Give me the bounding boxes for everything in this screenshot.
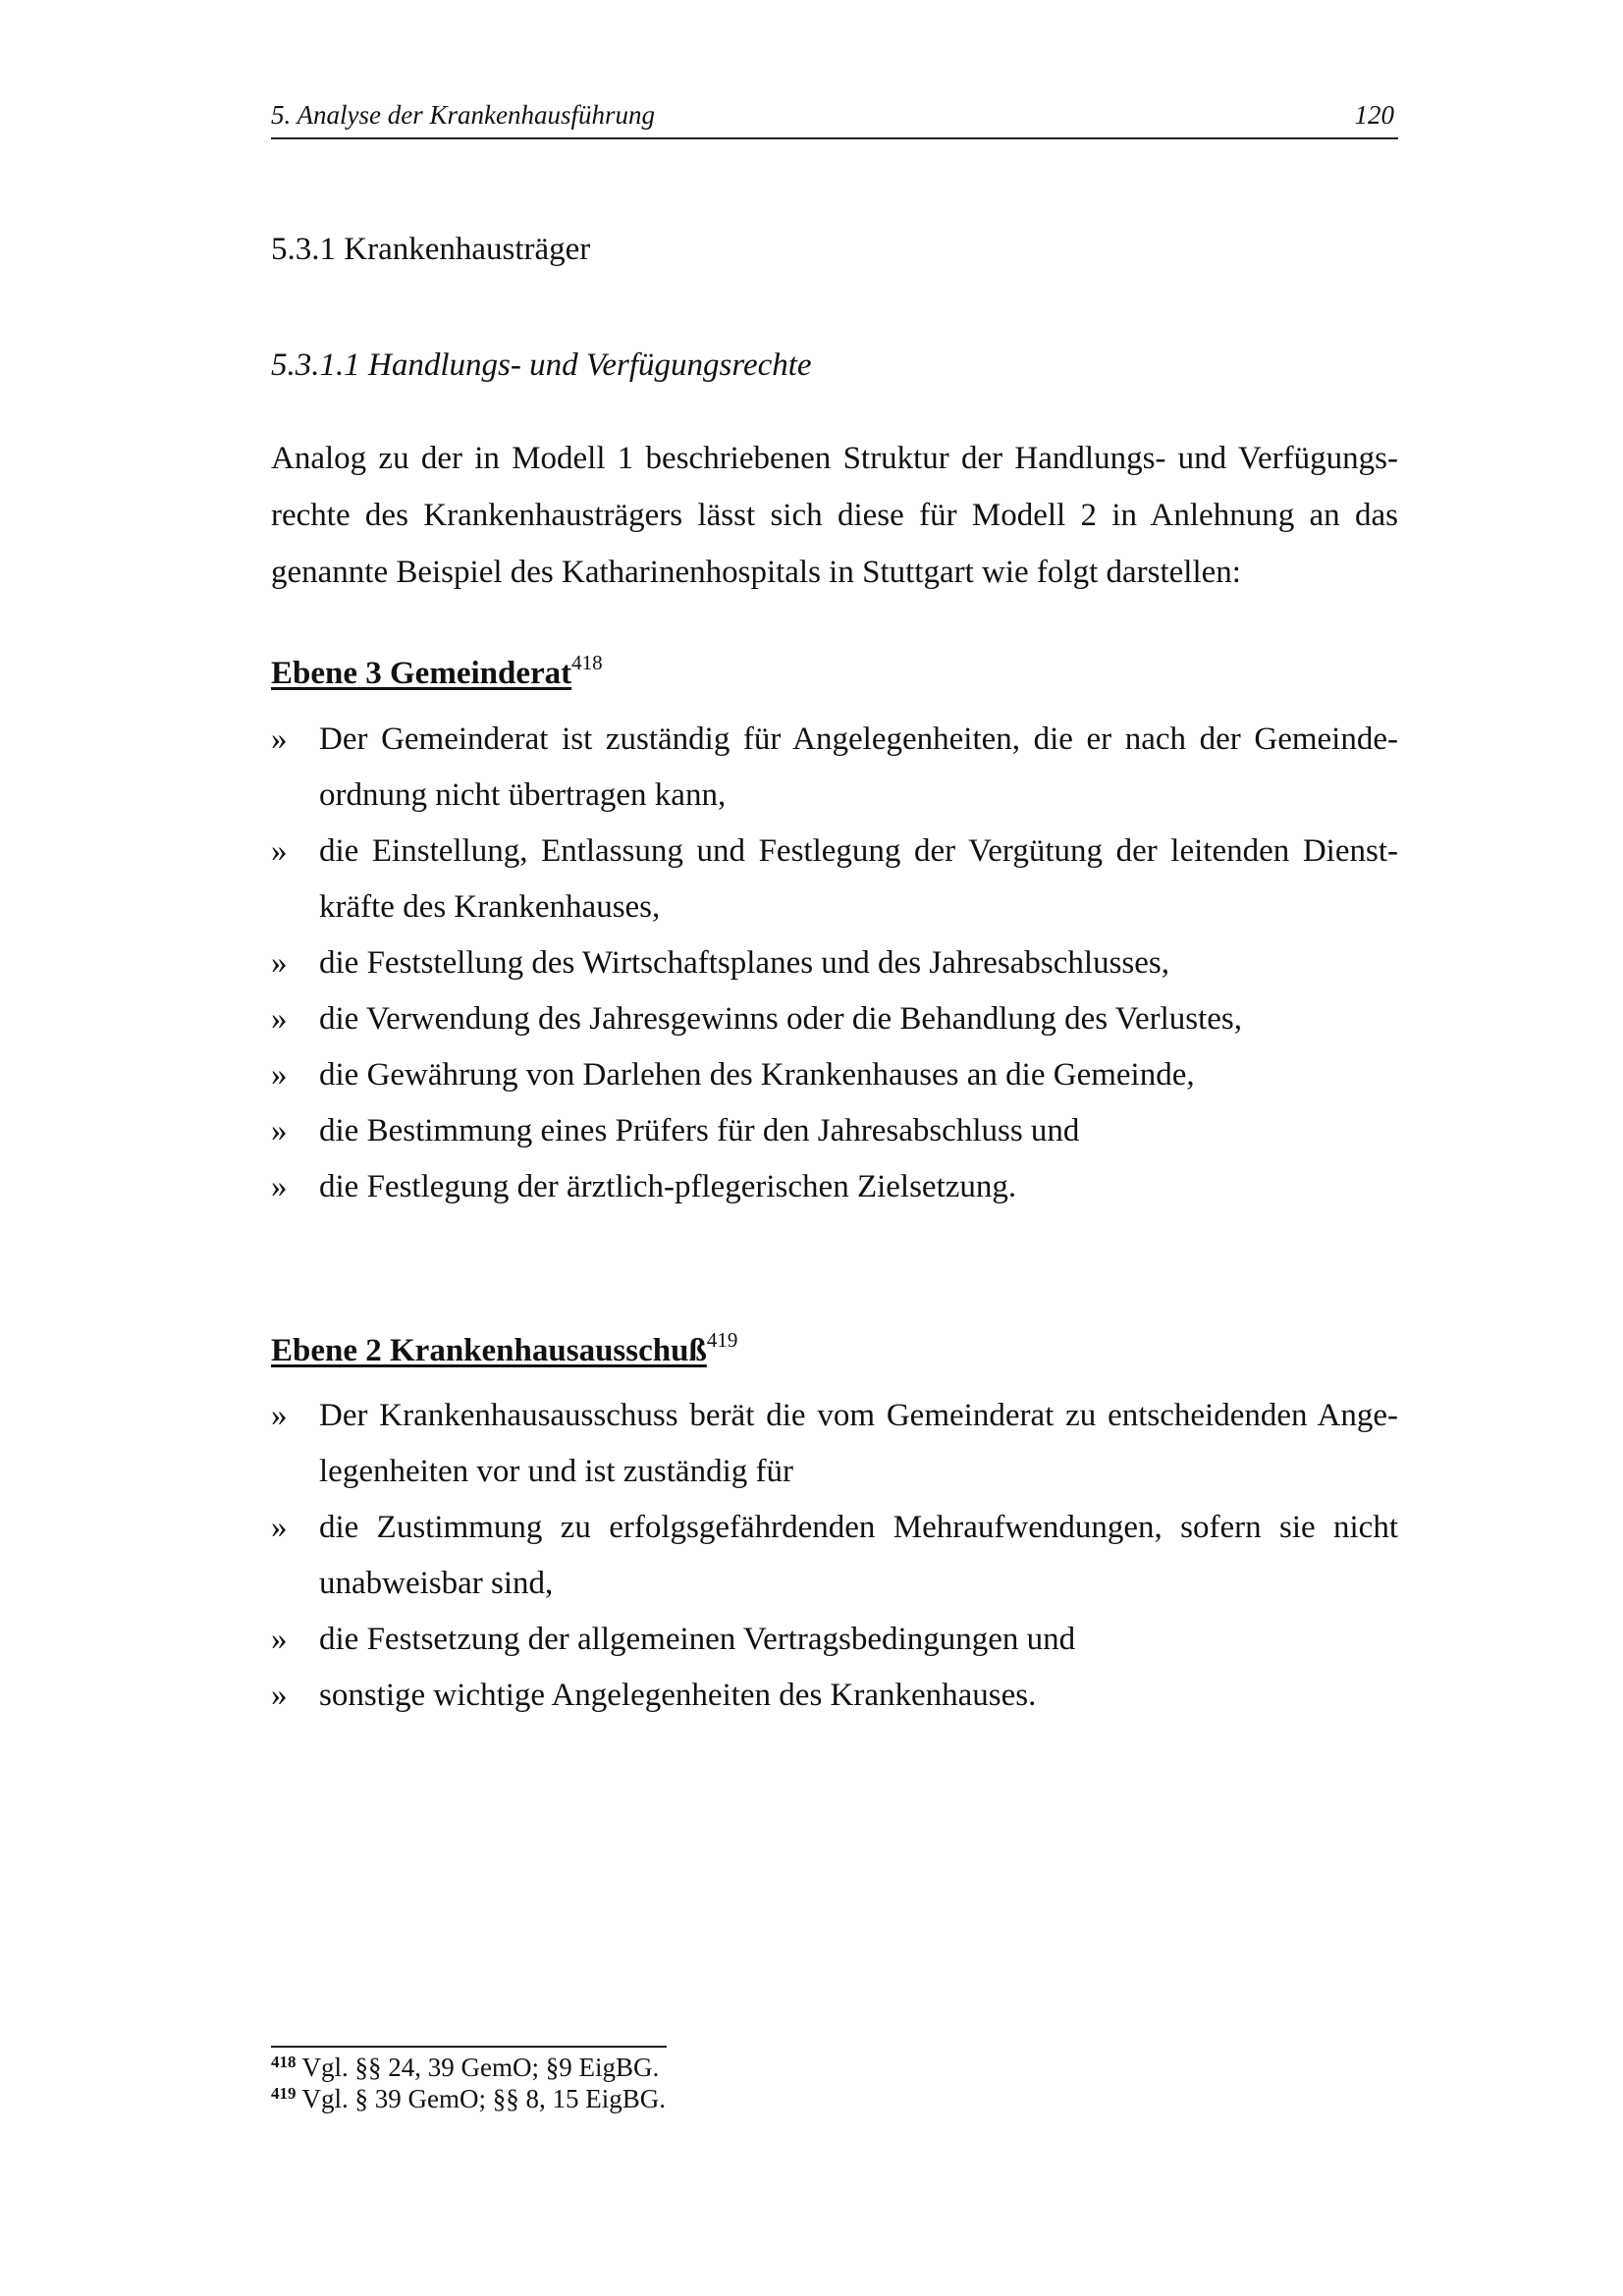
list-item — [271, 991, 1398, 1047]
list-item-text: die Gewährung von Darlehen des Krankenhauses an die Gemeinde, — [319, 1057, 1195, 1093]
footnote-number: 419 — [271, 2084, 297, 2103]
footnote-number: 418 — [271, 2053, 297, 2071]
footnote-separator — [271, 2046, 667, 2048]
list-item-text: die Festlegung der ärztlich-pflegerischen Zielsetzung. — [319, 1169, 1017, 1204]
level3-list — [271, 712, 1398, 1215]
level2-list — [271, 1388, 1398, 1724]
footnote-text: Vgl. § 39 GemO; §§ 8, 15 EigBG. — [301, 2084, 666, 2113]
bullet-glyph: » — [271, 1398, 288, 1433]
bullet-glyph: » — [271, 1678, 288, 1713]
list-item — [271, 1668, 1398, 1724]
list-item-text: die Zustimmung zu erfolgsgefährdenden Mehraufwendungen, sofern sie nicht unabweisbar sind, — [319, 1510, 1398, 1601]
list-item-text: sonstige wichtige Angelegenheiten des Krankenhauses. — [319, 1678, 1037, 1713]
list-item — [271, 1103, 1398, 1159]
footnote-ref-419[interactable]: 419 — [706, 1328, 738, 1352]
list-item — [271, 1500, 1398, 1612]
bullet-glyph: » — [271, 1113, 288, 1148]
level3-heading-text: Ebene 3 Gemeinderat — [271, 656, 572, 691]
bullet-glyph: » — [271, 1510, 288, 1545]
list-item — [271, 1388, 1398, 1500]
list-item-text: die Einstellung, Entlassung und Festlegung der Vergütung der leitenden Dienstkräfte des Krankenhauses, — [319, 833, 1398, 925]
level2-heading-text: Ebene 2 Krankenhausausschuß — [271, 1333, 707, 1368]
list-item — [271, 1159, 1398, 1215]
list-item — [271, 712, 1398, 824]
section-title: 5.3.1 Krankenhausträger — [271, 232, 591, 267]
footnotes — [271, 2052, 666, 2114]
list-item-text: die Bestimmung eines Prüfers für den Jahresabschluss und — [319, 1113, 1080, 1148]
subsection-title: 5.3.1.1 Handlungs- und Verfügungsrechte — [271, 347, 812, 383]
level2-heading — [271, 1328, 738, 1369]
list-item-text: Der Gemeinderat ist zuständig für Angelegenheiten, die er nach der Gemeindeordnung nicht übertragen kann, — [319, 721, 1398, 813]
bullet-glyph: » — [271, 945, 288, 981]
footnote-ref-418[interactable]: 418 — [571, 651, 603, 674]
footnote-418 — [271, 2052, 666, 2083]
list-item-text: die Festsetzung der allgemeinen Vertragsbedingungen und — [319, 1622, 1076, 1657]
footnote-419 — [271, 2083, 666, 2114]
bullet-glyph: » — [271, 721, 288, 757]
level3-heading — [271, 651, 603, 692]
list-item — [271, 1612, 1398, 1668]
bullet-glyph: » — [271, 1622, 288, 1657]
bullet-glyph: » — [271, 1057, 288, 1093]
list-item — [271, 824, 1398, 935]
bullet-glyph: » — [271, 833, 288, 869]
list-item-text: Der Krankenhausausschuss berät die vom Gemeinderat zu entscheidenden Angelegenheiten vor und ist zuständig für — [319, 1398, 1398, 1489]
bullet-glyph: » — [271, 1001, 288, 1037]
bullet-glyph: » — [271, 1169, 288, 1204]
list-item-text: die Verwendung des Jahresgewinns oder die Behandlung des Verlustes, — [319, 1001, 1243, 1037]
list-item-text: die Feststellung des Wirtschaftsplanes und des Jahresabschlusses, — [319, 945, 1169, 981]
running-header — [271, 98, 1398, 139]
chapter-title: 5. Analyse der Krankenhausführung — [271, 100, 655, 130]
footnote-text: Vgl. §§ 24, 39 GemO; §9 EigBG. — [301, 2053, 660, 2082]
page-number: 120 — [1354, 100, 1394, 130]
intro-paragraph: Analog zu der in Modell 1 beschriebenen Struktur der Handlungs- und Verfügungsrechte des Krankenhausträgers lässt sich diese für Modell 2 in Anlehnung an das genannte Beispiel des Katharinenhospitals in Stuttgart wie folgt darstellen: — [271, 441, 1398, 590]
list-item — [271, 1047, 1398, 1103]
list-item — [271, 935, 1398, 991]
